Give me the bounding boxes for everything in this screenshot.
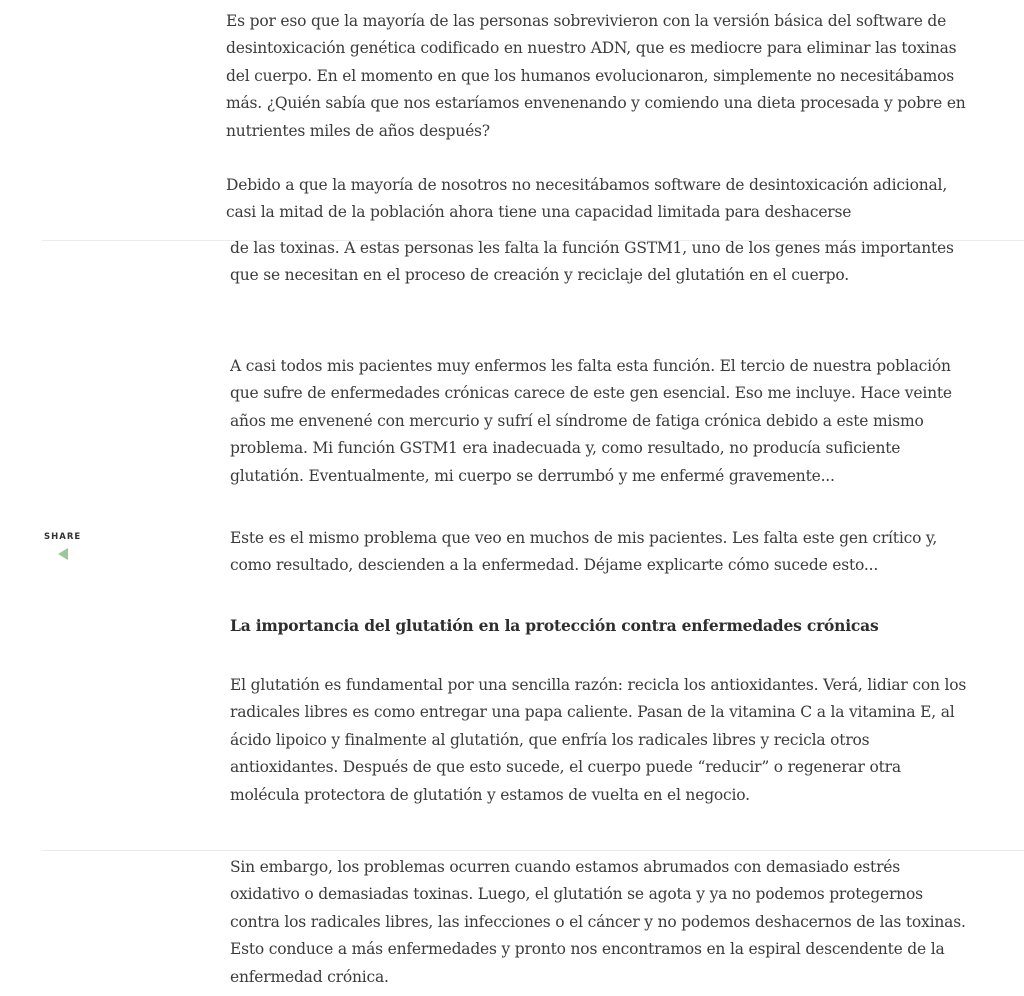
article-paragraph: El glutatión es fundamental por una sencilla razón: recicla los antioxidantes. Verá, lidiar con los radicales libres es como entregar una papa caliente. Pasan de la vitamina C a la vitamina E, al ácido lipoico y finalmente al glutatión, que enfría los radicales libres y recicla otros antioxidantes. Después de que esto sucede, el cuerpo puede “reducir” o regenerar otra molécula protectora de glutatión y estamos de vuelta en el negocio. (230, 676, 967, 804)
article-paragraph: de las toxinas. A estas personas les falta la función GSTM1, uno de los genes más importantes que se necesitan en el proceso de creación y reciclaje del glutatión en el cuerpo. (230, 240, 954, 285)
article-paragraph: Es por eso que la mayoría de las personas sobrevivieron con la versión básica del software de desintoxicación genética codificado en nuestro ADN, que es mediocre para eliminar las toxinas del cuerpo. En el momento en que los humanos evolucionaron, simplemente no necesitábamos más. ¿Quién sabía que nos estaríamos envenenando y comiendo una dieta procesada y pobre en nutrientes miles de años después? (226, 12, 966, 140)
article-paragraph: Sin embargo, los problemas ocurren cuando estamos abrumados con demasiado estrés oxidativo o demasiadas toxinas. Luego, el glutatión se agota y ya no podemos protegernos contra los radicales libres, las infecciones o el cáncer y no podemos deshacernos de las toxinas. Esto conduce a más enfermedades y pronto nos encontramos en la espiral descendente de la enfermedad crónica. (230, 858, 966, 986)
article-block-3 (0, 850, 1024, 996)
article-block-1 (0, 0, 1024, 240)
share-arrow-icon[interactable] (58, 548, 68, 560)
article-paragraph: A casi todos mis pacientes muy enfermos les falta esta función. El tercio de nuestra población que sufre de enfermedades crónicas carece de este gen esencial. Eso me incluye. Hace veinte años me envenené con mercurio y sufrí el síndrome de fatiga crónica debido a este mismo problema. Mi función GSTM1 era inadecuada y, como resultado, no producía suficiente glutatión. Eventualmente, mi cuerpo se derrumbó y me enfermé gravemente... (230, 357, 952, 485)
article-block-2 (0, 240, 1024, 850)
share-widget[interactable] (44, 532, 104, 560)
article-paragraph: Este es el mismo problema que veo en muchos de mis pacientes. Les falta este gen crítico y, como resultado, descienden a la enfermedad. Déjame explicarte cómo sucede esto... (230, 529, 938, 575)
article-paragraph: Debido a que la mayoría de nosotros no necesitábamos software de desintoxicación adicional, casi la mitad de la población ahora tiene una capacidad limitada para deshacerse (226, 176, 948, 222)
share-label: SHARE (44, 532, 82, 542)
section-heading: La importancia del glutatión en la protección contra enfermedades crónicas (230, 616, 879, 635)
